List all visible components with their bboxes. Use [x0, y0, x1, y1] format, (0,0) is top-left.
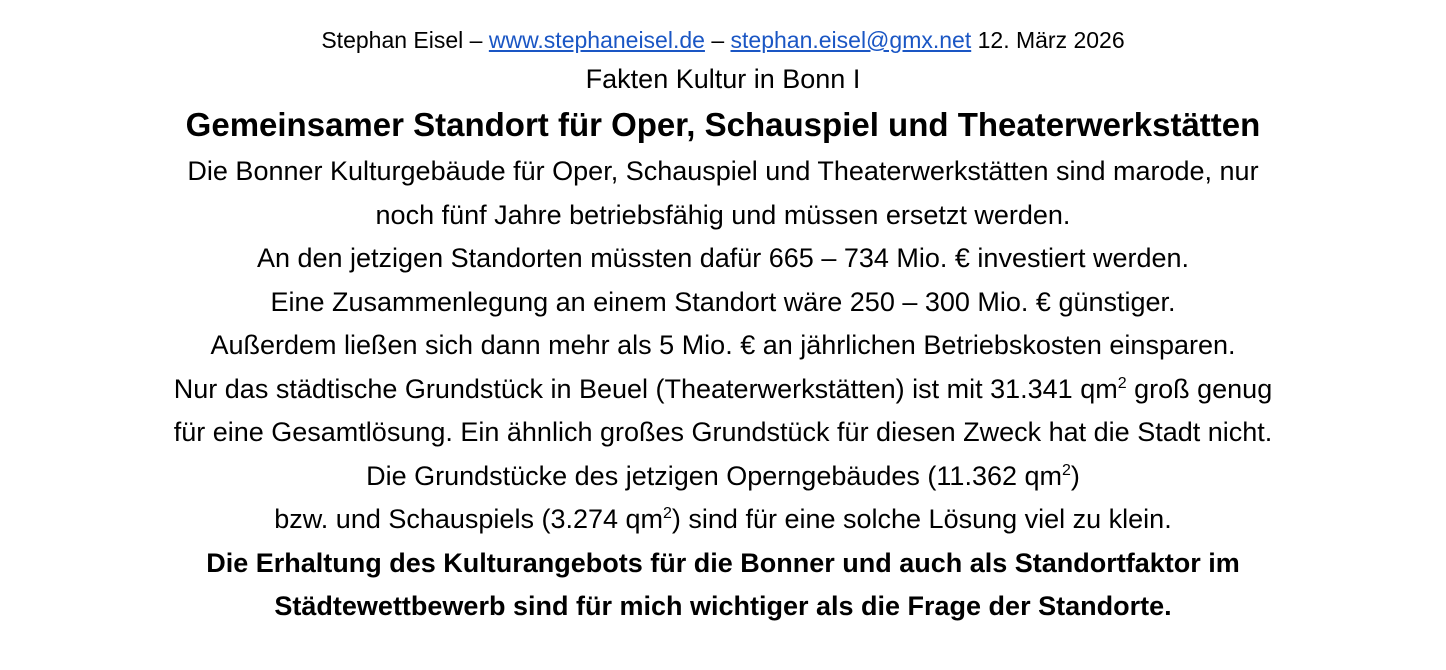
author-header [0, 22, 1446, 58]
document-title: Gemeinsamer Standort für Oper, Schauspiel und Theaterwerkstätten [185, 106, 1261, 143]
author-name: Stephan Eisel [321, 27, 464, 53]
document-date: 12. März 2026 [977, 27, 1125, 53]
body-line [0, 455, 1446, 499]
body-text: ) sind für eine solche Lösung viel zu klein. [671, 504, 1172, 534]
body-line: noch fünf Jahre betriebsfähig und müssen ersetzt werden. [375, 199, 1071, 230]
header-separator: – [469, 27, 483, 53]
superscript: 2 [1062, 461, 1071, 479]
conclusion-line: Städtewettbewerb sind für mich wichtiger als die Frage der Standorte. [274, 591, 1172, 621]
body-line: für eine Gesamtlösung. Ein ähnlich großes Grundstück für diesen Zweck hat die Stadt nicht. [173, 417, 1273, 447]
document-subtitle: Fakten Kultur in Bonn I [585, 64, 861, 94]
body-line: An den jetzigen Standorten müssten dafür 665 – 734 Mio. € investiert werden. [256, 243, 1190, 273]
website-link[interactable]: www.stephaneisel.de [488, 27, 705, 53]
body-line: Die Bonner Kulturgebäude für Oper, Schauspiel und Theaterwerkstätten sind marode, nur [187, 156, 1259, 186]
body-text: groß genug [1126, 373, 1273, 404]
body-text: Nur das städtische Grundstück in Beuel (Theaterwerkstätten) ist mit 31.341 qm [173, 373, 1118, 404]
email-link[interactable]: stephan.eisel@gmx.net [730, 27, 972, 53]
conclusion-line: Die Erhaltung des Kulturangebots für die Bonner und auch als Standortfaktor im [206, 547, 1240, 578]
body-text: ) [1070, 460, 1080, 491]
body-line: Außerdem ließen sich dann mehr als 5 Mio. € an jährlichen Betriebskosten einsparen. [210, 330, 1236, 360]
body-text: bzw. und Schauspiels (3.274 qm [274, 504, 664, 534]
superscript: 2 [1117, 374, 1127, 392]
header-separator: – [711, 27, 725, 53]
superscript: 2 [663, 505, 672, 522]
body-text: Die Grundstücke des jetzigen Operngebäudes (11.362 qm [366, 460, 1063, 491]
body-line: Eine Zusammenlegung an einem Standort wäre 250 – 300 Mio. € günstiger. [270, 286, 1176, 317]
body-line [0, 368, 1446, 412]
body-line [0, 498, 1446, 542]
